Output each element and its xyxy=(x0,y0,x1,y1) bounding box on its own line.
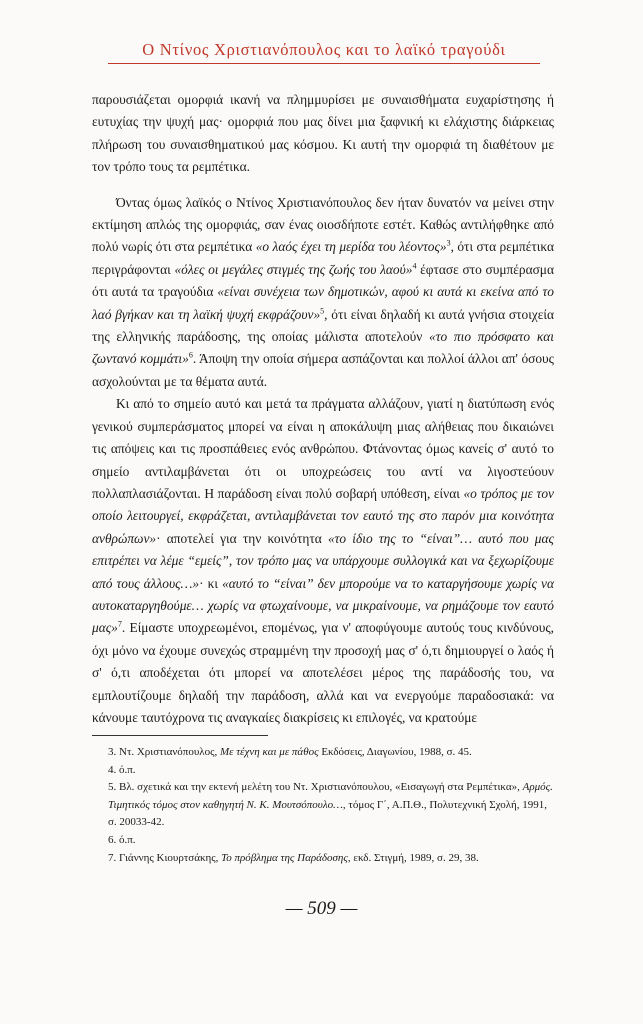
p2-text-4: , ότι είναι δηλαδή κι αυτά γνήσια στοιχεία της ελληνικής παράδοσης, της οποίας μάλιστα αποτελούν xyxy=(92,306,554,345)
p2-quote-4: «το πιο πρόσφατο και ζωντανό κομμάτι» xyxy=(92,329,554,367)
footnote-ref-6[interactable]: 6 xyxy=(188,351,193,360)
footnote-3 xyxy=(108,744,554,762)
p3-quote-2: «το ίδιο της το “είναι”… αυτό που μας επιτρέπει να λέμε “εμείς”, τον τρόπο μας να υπάρχουμε συλλογικά και να ξεχωρίζουμε από τους άλλους…» xyxy=(92,530,554,591)
p3-text-3: · κι xyxy=(199,575,223,591)
fn3-post: Εκδόσεις, Διαγωνίου, 1988, σ. 45. xyxy=(318,746,472,758)
p2-quote-2: «όλες οι μεγάλες στιγμές της ζωής του λαού» xyxy=(174,261,413,277)
fn5-post: , τόμος Γ΄, Α.Π.Θ., Πολυτεχνική Σχολή, 1991, σ. 20033-42. xyxy=(108,798,548,829)
footnote-4: 4. ό.π. xyxy=(108,763,136,776)
fn3-text: 3. Ντ. Χριστιανόπουλος, xyxy=(108,746,220,758)
header-rule xyxy=(108,63,540,64)
running-header: Ο Ντίνος Χριστιανόπουλος και το λαϊκό τραγούδι xyxy=(142,40,506,59)
p2-text-5: . Άποψη την οποία σήμερα ασπάζονται και πολλοί άλλοι απ' όσους ασχολούνται με τα θέματα αυτά. xyxy=(92,351,554,389)
p3-text-4: . Είμαστε υποχρεωμένοι, επομένως, για ν' αποφύγουμε αυτούς τους κινδύνους, όχι μόνο να έχουμε συνεχώς στραμμένη την προσοχή μας σ' ό,τι δημιουργεί ο λαός ή σ' ό,τι αποδέχεται ότι μπορεί να αποτελέσει μέρος της παράδοσής του, να εμπλουτίζουμε δηλαδή την παράδοση, αλλά και να ενεργούμε παραδοσιακά: να κάνουμε ταυτόχρονα τις αναγκαίες διακρίσεις κι επιλογές, να κρατούμε xyxy=(92,620,554,725)
p2-text-2: , ότι στα ρεμπέτικα περιγράφονται xyxy=(92,239,555,277)
footnote-rule xyxy=(92,735,268,736)
footnote-5 xyxy=(108,779,554,832)
fn5-text: 5. Βλ. σχετικά και την εκτενή μελέτη του Ντ. Χριστιανόπουλου, «Εισαγωγή στα Ρεμπέτικα», xyxy=(108,781,523,794)
paragraph-2 xyxy=(92,192,554,394)
p3-text-2: · αποτελεί για την κοινότητα xyxy=(156,530,328,546)
fn7-text: 7. Γιάννης Κιουρτσάκης, xyxy=(108,851,222,864)
page-number: — 509 — xyxy=(285,898,358,919)
p3-quote-1: «ο τρόπος με τον οποίο λειτουργεί, εκφράζεται, αντιλαμβάνεται τον εαυτό της στο παρόν μια κοινότητα ανθρώπων» xyxy=(92,485,554,546)
footnote-7 xyxy=(108,850,554,868)
p2-text-3: έφτασε στο συμπέρασμα ότι αυτά τα τραγούδια xyxy=(92,261,555,300)
footnote-ref-3[interactable]: 3 xyxy=(446,238,451,248)
body-text xyxy=(92,89,554,729)
fn7-post: , εκδ. Στιγμή, 1989, σ. 29, 38. xyxy=(347,851,479,864)
footnotes xyxy=(108,744,554,867)
paragraph-1: παρουσιάζεται ομορφιά ικανή να πλημμυρίσει με συναισθήματα ευχαρίστησης ή ευτυχίας την ψυχή μας· ομορφιά που μας δίνει μια ξαφνική κι ελάχιστης διάρκειας πλήρωση του συναισθηματικού μας κόσμου. Κι αυτή την ομορφιά τη διαθέτουν με τον τρόπο τους τα ρεμπέτικα. xyxy=(92,92,554,175)
p2-text-1: Όντας όμως λαϊκός ο Ντίνος Χριστιανόπουλος δεν ήταν δυνατόν να μείνει στην εκτίμηση απλώς της ομορφιάς, σαν ένας οιοσδήποτε εστέτ. Καθώς αντιλήφθηκε από πολύ νωρίς ότι στα ρεμπέτικα xyxy=(92,194,554,255)
fn3-title: Με τέχνη και με πάθος xyxy=(220,746,319,758)
p2-quote-3: «είναι συνέχεια των δημοτικών, αφού κι αυτά κι εκείνα από το λαό βγήκαν και τη λαϊκή ψυχή εκφράζουν» xyxy=(92,284,554,322)
footnote-ref-4[interactable]: 4 xyxy=(412,261,417,271)
paragraph-3 xyxy=(92,393,554,729)
p3-text-1: Κι από το σημείο αυτό και μετά τα πράγματα αλλάζουν, γιατί η διατύπωση ενός γενικού συμπεράσματος μπορεί να είναι η αποκάλυψη μιας αλήθειας που δικαιώνει τις απόψεις και τις προσπάθειες ενός ανθρώπου. Φτάνοντας όμως κανείς σ' αυτό το σημείο αντιλαμβάνεται ότι οι υποχρεώσεις του αντί να λιγοστεύουν πολλαπλασιάζονται. Η παράδοση είναι πολύ σοβαρή υπόθεση, είναι xyxy=(92,396,554,501)
fn5-title: Αρμός. Τιμητικός τόμος στον καθηγητή Ν. Κ. Μουτσόπουλο… xyxy=(108,781,553,811)
p3-quote-3: «αυτό το “είναι” δεν μπορούμε να το καταργήσουμε χωρίς να αυτοκαταργηθούμε… χωρίς να φτωχαίνουμε, να μικραίνουμε, να ρημάζουμε τον εαυτό μας» xyxy=(92,575,554,636)
footnote-ref-5[interactable]: 5 xyxy=(320,306,325,316)
fn7-title: Το πρόβλημα της Παράδοσης xyxy=(221,851,348,864)
p2-quote-1: «ο λαός έχει τη μερίδα του λέοντος» xyxy=(255,239,447,255)
footnote-6: 6. ό.π. xyxy=(108,833,136,846)
footnote-ref-7[interactable]: 7 xyxy=(117,619,122,629)
